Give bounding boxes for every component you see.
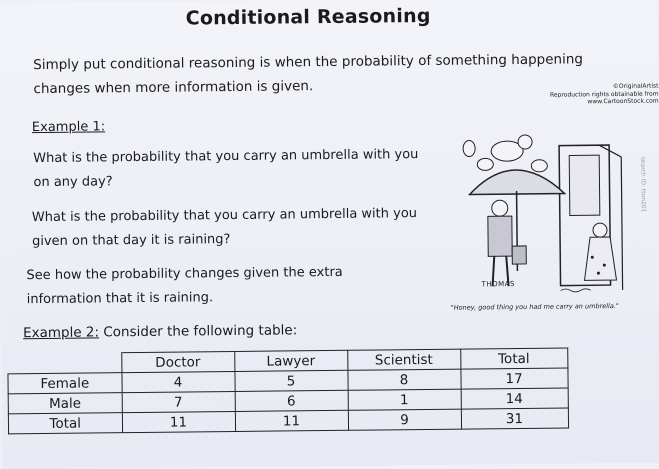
intro-paragraph: Simply put conditional reasoning is when the probability of something happening changes when more information is given.: [33, 51, 584, 98]
table-header-cell: Total: [460, 348, 567, 369]
side-watermark: search ID: tton201: [639, 156, 647, 213]
table-corner-cell: [8, 353, 122, 374]
example-2-heading: Example 2:: [22, 324, 100, 342]
table-header-cell: Scientist: [347, 349, 460, 370]
example-1-question-2: What is the probability that you carry an umbrella with you given on that day it is raining?: [31, 206, 418, 250]
credit-line-3: www.CartoonStock.com: [587, 97, 659, 106]
table-cell: 11: [122, 412, 235, 433]
table-cell: 31: [461, 408, 568, 429]
example-1-note: See how the probability changes given the extra information that it is raining.: [26, 264, 343, 308]
example-1-question-1: What is the probability that you carry an umbrella with you on any day?: [33, 147, 419, 191]
credit-line-1: ©OriginalArtist: [612, 82, 659, 91]
table-header-cell: Lawyer: [234, 350, 347, 371]
umbrella-cartoon-image: [438, 85, 640, 317]
example-2-line: [23, 318, 297, 345]
page-title: Conditional Reasoning: [185, 4, 431, 30]
table-cell: 14: [461, 388, 568, 409]
table-header-cell: Doctor: [121, 352, 234, 373]
cartoon-credit: [528, 83, 658, 107]
table-cell: 17: [460, 368, 567, 389]
table-cell: 9: [348, 409, 461, 430]
table-row-label: Female: [8, 373, 122, 394]
example-2-text: Consider the following table:: [98, 322, 298, 341]
example-1-heading: Example 1:: [31, 119, 106, 136]
table-cell: 4: [121, 372, 234, 393]
table-cell: 7: [122, 392, 235, 413]
credit-line-2: Reproduction rights obtainable from: [549, 90, 659, 99]
table-cell: 1: [348, 389, 461, 410]
table-cell: 11: [235, 410, 348, 431]
cartoon-signature: THOMAS: [481, 280, 515, 289]
table-row-label: Total: [8, 413, 122, 434]
table-cell: 5: [234, 370, 347, 391]
table-cell: 8: [347, 369, 460, 390]
cartoon-caption: "Honey, good thing you had me carry an umbrella.": [450, 301, 619, 312]
occupation-gender-table: [7, 348, 568, 435]
table-cell: 6: [235, 390, 348, 411]
table-row-label: Male: [8, 393, 122, 414]
